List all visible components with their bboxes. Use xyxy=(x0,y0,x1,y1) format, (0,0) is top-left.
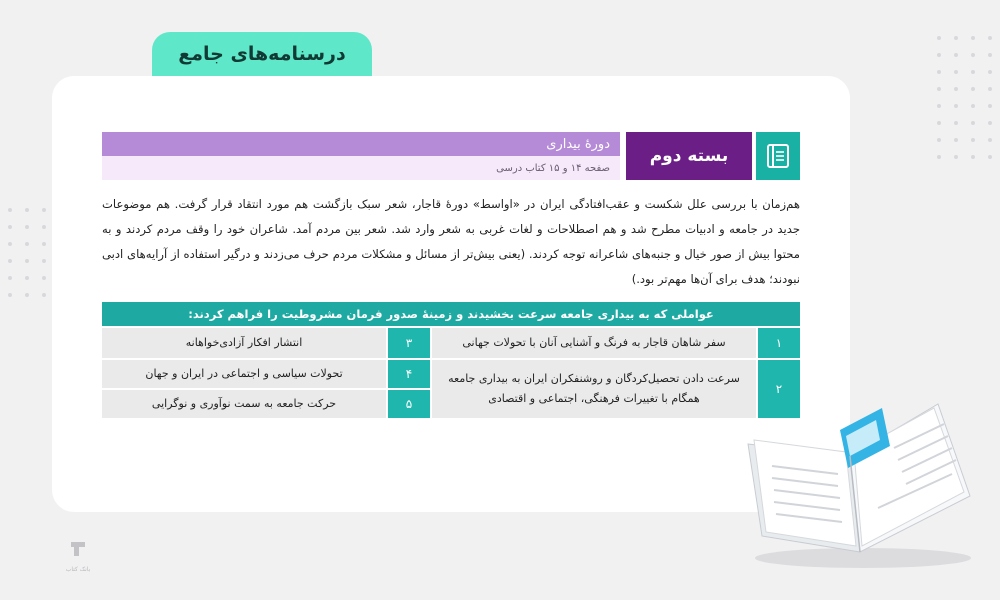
open-book-image xyxy=(738,396,978,576)
factor-text: سفر شاهان قاجار به فرنگ و آشنایی آنان با تحولات جهانی xyxy=(432,328,756,358)
lesson-header xyxy=(102,132,800,180)
factors-table-header: عواملی که به بیداری جامعه سرعت بخشیدند و زمینهٔ صدور فرمان مشروطیت را فراهم کردند: xyxy=(102,302,800,326)
factor-text: تحولات سیاسی و اجتماعی در ایران و جهان xyxy=(102,360,386,388)
dot-pattern-left xyxy=(8,208,46,297)
package-badge: بسته دوم xyxy=(626,132,752,180)
content-card xyxy=(52,76,850,512)
factor-number: ۵ xyxy=(388,390,430,418)
publisher-logo xyxy=(58,538,98,578)
factor-text: انتشار افکار آزادی‌خواهانه xyxy=(102,328,386,358)
dot-pattern-right xyxy=(937,36,992,159)
factor-number: ۳ xyxy=(388,328,430,358)
factor-number: ۴ xyxy=(388,360,430,388)
book-icon xyxy=(756,132,800,180)
lesson-info xyxy=(102,132,620,180)
section-tab xyxy=(152,32,372,76)
factor-number: ۱ xyxy=(758,328,800,358)
factor-text: حرکت جامعه به سمت نوآوری و نوگرایی xyxy=(102,390,386,418)
publisher-logo-text: بانک کتاب xyxy=(65,566,91,573)
lesson-subtitle: صفحه ۱۴ و ۱۵ کتاب درسی xyxy=(102,156,620,180)
publisher-logo-icon xyxy=(67,538,89,560)
section-tab-label: درسنامه‌های جامع xyxy=(178,43,346,65)
factor-text: سرعت دادن تحصیل‌کردگان و روشنفکران ایران به بیداری جامعه همگام با تغییرات فرهنگی، اجتماعی و اقتصادی xyxy=(432,360,756,418)
factor-number: ۲ xyxy=(758,360,800,418)
lesson-paragraph: هم‌زمان با بررسی علل شکست و عقب‌افتادگی ایران در «اواسط» دورهٔ قاجار، شعر سبک بازگشت هم مورد انتقاد قرار گرفت. هم موضوعات جدید در جامعه و ادبیات مطرح شد و هم اصطلاحات و لغات غربی به شعر وارد شد. شعر بین مردم آمد. شاعران خود را وقف مردم کردند و به محتوا بیش از صور خیال و جنبه‌های شاعرانه توجه کردند. (یعنی بیش‌تر از مسائل و مشکلات مردم حرف می‌زدند و درگیر استفاده از آرایه‌های ادبی نبودند؛ هدف برای آن‌ها مهم‌تر بود.) xyxy=(102,197,800,286)
lesson-title: دورهٔ بیداری xyxy=(102,132,620,156)
